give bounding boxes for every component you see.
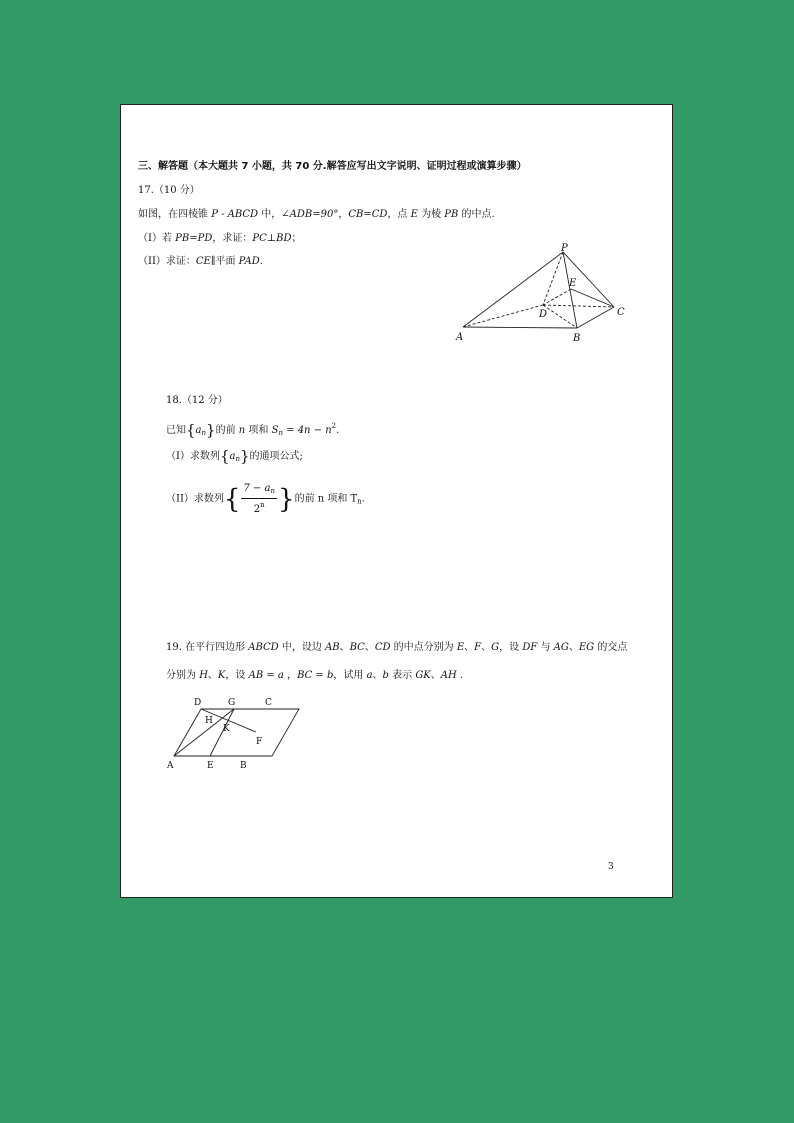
segment-eg [210, 709, 234, 756]
q19-line2 [166, 669, 463, 683]
q19-text: . [456, 670, 464, 681]
q19-line1 [166, 641, 627, 655]
label-a: A [456, 332, 464, 343]
q19-text: ，设 [499, 642, 523, 653]
denominator-power: n [260, 501, 265, 509]
edge-ed [543, 289, 571, 305]
edge-dc [543, 305, 614, 307]
label-f: F [256, 737, 263, 747]
q19-math: GK [415, 670, 431, 681]
q17-stem-math: E [410, 209, 418, 220]
q17-stem-math: PB [444, 209, 459, 220]
sum-power: 2 [331, 422, 337, 430]
edge-ad [463, 305, 543, 327]
q19-math: BC [349, 642, 365, 653]
edge-bc [577, 307, 614, 328]
q19-math: AB = a [248, 670, 284, 681]
q18-part2-text: 的前 n 项和 T [294, 493, 358, 505]
q17-stem-text: 中， [258, 209, 282, 220]
q19-math: G [491, 642, 500, 653]
q19-text: 中，设边 [278, 642, 326, 653]
seq-a: a [229, 451, 236, 462]
label-d: D [194, 698, 202, 708]
right-brace: } [278, 484, 295, 515]
page-number: 3 [608, 862, 614, 872]
q17-part2-text: ∥平面 [210, 256, 239, 267]
q18-part2 [166, 482, 365, 517]
q17-part1-text: ； [291, 233, 302, 244]
document-page [120, 104, 673, 898]
q19-text: 的交点 [594, 642, 628, 653]
fraction [241, 482, 277, 516]
q19-math: a [366, 670, 373, 681]
q17-part1-math: PC⊥BD [252, 233, 292, 244]
q17-part1-text: （I）若 [138, 233, 176, 244]
q17-stem-math: CB=CD [348, 209, 388, 220]
fraction-denominator [241, 499, 277, 516]
q17-stem-text: ， [338, 209, 349, 220]
q17-part2-math: CE [195, 256, 211, 267]
q19-text: 、 [464, 642, 475, 653]
label-c: C [617, 307, 625, 318]
q17-stem-text: ，点 [387, 209, 411, 220]
parallelogram-abcd [174, 709, 299, 756]
q19-math: AG [553, 642, 569, 653]
q18-given-text: . [336, 425, 340, 436]
q17-part2-text: . [259, 256, 263, 267]
q17-part1 [138, 232, 302, 246]
section-header: 三、解答题（本大题共 7 小题，共 70 分.解答应写出文字说明、证明过程或演算步骤） [138, 161, 527, 172]
sum-sub: n [278, 429, 283, 437]
denominator-text: 2 [253, 504, 261, 515]
edge-ab [463, 327, 577, 328]
q19-text: 、 [430, 670, 441, 681]
edge-ce [571, 289, 614, 307]
q19-math: K [217, 670, 226, 681]
q19-math: EG [578, 642, 595, 653]
seq-sub: n [235, 455, 240, 463]
q19-math: AH [440, 670, 457, 681]
q19-text: 、 [339, 642, 350, 653]
q17-stem-text: 如图，在四棱锥 [138, 209, 212, 220]
label-e: E [569, 278, 577, 289]
q17-part2-text: （II）求证： [138, 256, 196, 267]
label-e: E [207, 761, 214, 771]
q18-given-text: 项和 [245, 425, 272, 436]
parallelogram-figure [161, 695, 311, 775]
edge-db [543, 305, 577, 328]
q18-part2-text: （II）求数列 [166, 493, 224, 505]
label-g: G [228, 698, 236, 708]
label-h: H [205, 716, 213, 726]
q18-part1-text: （I）求数列 [166, 451, 220, 462]
q19-math: ABCD [248, 642, 279, 653]
q19-text: 、 [372, 670, 383, 681]
q17-stem-text: 为棱 [417, 209, 445, 220]
q19-text: ， [283, 670, 298, 681]
q19-text: 19. 在平行四边形 [166, 642, 249, 653]
q19-text: 、 [364, 642, 375, 653]
numerator-sub: n [270, 487, 276, 495]
seq-a: a [195, 425, 202, 436]
q19-math: H [199, 670, 208, 681]
q17-part2-math: PAD [238, 256, 260, 267]
q19-math: E [456, 642, 465, 653]
q19-text: 、 [568, 642, 579, 653]
q19-text: 分别为 [166, 670, 200, 681]
q19-math: b [382, 670, 389, 681]
numerator-text: 7 − a [243, 483, 271, 494]
q17-stem [138, 208, 495, 222]
pyramid-figure [451, 241, 631, 346]
label-b: B [240, 761, 247, 771]
q19-math: AB [325, 642, 340, 653]
seq-sub: n [201, 429, 207, 437]
right-brace: } [239, 447, 250, 465]
q17-number: 17.（10 分） [138, 185, 200, 196]
q19-text: ，设 [225, 670, 249, 681]
q17-stem-text: 的中点. [458, 209, 495, 220]
q18-part1 [166, 449, 303, 466]
label-c: C [265, 698, 272, 708]
right-brace: } [206, 421, 216, 439]
left-brace: { [186, 421, 196, 439]
q17-part1-text: ，求证： [212, 233, 253, 244]
q18-given-n: n [238, 425, 246, 436]
q19-math: CD [374, 642, 391, 653]
q19-math: F [474, 642, 482, 653]
label-a: A [167, 761, 174, 771]
label-d: D [539, 309, 548, 320]
q17-stem-math: ∠ADB=90° [281, 209, 339, 220]
label-b: B [573, 333, 581, 344]
tn-sub: n [357, 497, 362, 506]
label-p: P [561, 243, 568, 254]
q19-text: 表示 [388, 670, 416, 681]
edge-pa [463, 252, 563, 327]
q19-text: 、 [481, 642, 492, 653]
q19-text: 与 [537, 642, 554, 653]
q17-part1-math: PB=PD [175, 233, 213, 244]
q18-given [166, 419, 339, 440]
q19-text: 、 [207, 670, 218, 681]
q19-math: DF [522, 642, 538, 653]
q19-text: 的中点分别为 [390, 642, 457, 653]
sum-expression: = 4n − n [282, 425, 332, 436]
q17-part2 [138, 255, 263, 269]
left-brace: { [219, 447, 230, 465]
q17-stem-math: P - ABCD [211, 209, 259, 220]
q18-number: 18.（12 分） [166, 395, 228, 406]
q19-math: BC = b [297, 670, 334, 681]
q18-given-text: 已知 [166, 425, 186, 436]
q19-text: ，试用 [333, 670, 367, 681]
label-k: K [223, 724, 230, 734]
left-brace: { [223, 484, 241, 515]
fraction-numerator [241, 482, 277, 499]
q18-given-text: 的前 [215, 425, 239, 436]
q18-part1-text: 的通项公式; [249, 451, 303, 462]
sum-s: S [271, 425, 279, 436]
q18-part2-text: . [361, 493, 365, 505]
